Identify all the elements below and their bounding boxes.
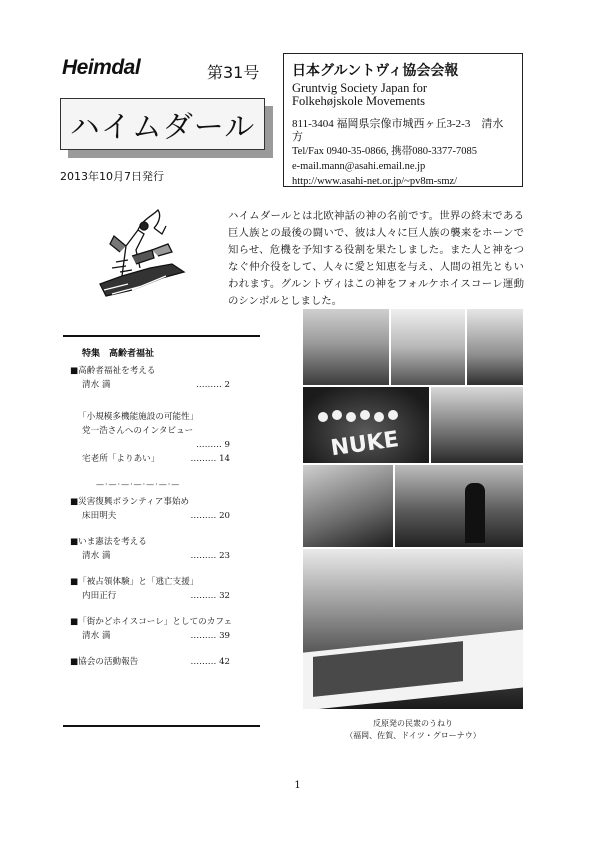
toc-author: 宅老所「よりあい」 — [82, 454, 160, 464]
toc-page: ……… 32 — [190, 591, 230, 601]
photo-caption — [302, 718, 524, 742]
toc-title: ■いま憲法を考える — [70, 537, 147, 547]
photo-caption-line2: （福岡、佐賀、ドイツ・グローナウ） — [345, 731, 481, 740]
toc-group — [70, 364, 260, 392]
heimdal-figure-icon — [92, 206, 190, 302]
toc-title: ■災害復興ボランティア事始め — [70, 497, 190, 507]
toc-group — [70, 495, 260, 523]
toc-page-number: 39 — [219, 631, 230, 641]
publisher-email[interactable]: e-mail.mann@asahi.email.ne.jp — [292, 161, 426, 172]
toc-title-row[interactable] — [70, 364, 260, 378]
photo-march-banner — [302, 548, 524, 710]
photo-speaker-crowd — [394, 464, 524, 548]
toc-title: 党一浩さんへのインタビュー — [82, 426, 194, 436]
toc-page: ……… 14 — [190, 454, 230, 464]
toc-title-row[interactable] — [82, 424, 260, 438]
publisher-box — [283, 53, 523, 187]
issue-number: 第31号 — [207, 63, 260, 82]
table-of-contents — [70, 346, 260, 669]
photo-candle-sign — [302, 386, 430, 464]
toc-author: 清水 満 — [82, 631, 111, 641]
toc-separator: —·—·—·—·—·—·— — [96, 480, 181, 489]
toc-author: 清水 満 — [82, 551, 111, 561]
masthead-logo-text: Heimdal — [62, 56, 141, 79]
speaker-figure — [465, 483, 485, 543]
issue-date: 2013年10月7日発行 — [60, 170, 164, 183]
toc-author: 清水 満 — [82, 380, 111, 390]
toc-page: ……… 9 — [196, 440, 230, 450]
publisher-name-en-1: Gruntvig Society Japan for — [292, 81, 428, 95]
toc-title: ■協会の活動報告 — [70, 657, 139, 667]
publisher-telfax: Tel/Fax 0940-35-0866, 携帯080-3377-7085 — [292, 146, 478, 157]
publisher-name-en-2: Folkehøjskole Movements — [292, 94, 425, 108]
toc-page: ……… 20 — [190, 511, 230, 521]
toc-page-number: 20 — [219, 511, 230, 521]
page-number: 1 — [294, 780, 301, 791]
toc-page: ……… 23 — [190, 551, 230, 561]
toc-bottom-rule — [63, 725, 260, 727]
toc-author-row[interactable] — [82, 378, 260, 392]
toc-page-number: 32 — [219, 591, 230, 601]
toc-page-number: 23 — [219, 551, 230, 561]
toc-title-row[interactable] — [70, 655, 260, 669]
toc-page: ……… 42 — [190, 657, 230, 667]
toc-page-number: 2 — [224, 380, 230, 390]
toc-page-row — [70, 438, 260, 452]
toc-author-row[interactable] — [82, 509, 260, 523]
photo-banner-crowd — [390, 308, 466, 386]
toc-author-row[interactable] — [82, 549, 260, 563]
protest-photo-collage — [302, 308, 524, 710]
toc-feature-heading: 特集 高齢者福祉 — [82, 349, 155, 359]
toc-page-number: 9 — [224, 440, 230, 450]
toc-author: 床田明夫 — [82, 511, 117, 521]
toc-page-number: 14 — [219, 454, 230, 464]
toc-group — [70, 655, 260, 669]
toc-author-row[interactable] — [82, 629, 260, 643]
title-box — [60, 98, 265, 150]
toc-title: 「小規模多機能施設の可能性」 — [78, 412, 199, 422]
page-title: ハイムダール — [69, 110, 256, 145]
toc-title-row[interactable] — [70, 615, 260, 629]
photo-caption-line1: 反原発の民衆のうねり — [373, 719, 453, 728]
toc-group — [70, 575, 260, 603]
toc-top-rule — [63, 335, 260, 337]
toc-title: ■「被占領体験」と「逃亡支援」 — [70, 577, 199, 587]
toc-group — [70, 535, 260, 563]
photo-street-protest — [466, 308, 524, 386]
publisher-address: 811-3404 福岡県宗像市城西ヶ丘3-2-3 清水方 — [292, 118, 504, 143]
photo-rally-signs — [302, 464, 394, 548]
toc-page: ……… 2 — [196, 380, 230, 390]
toc-title-row[interactable] — [70, 575, 260, 589]
toc-author: 内田正行 — [82, 591, 117, 601]
photo-trees-crowd — [430, 386, 524, 464]
intro-paragraph: ハイムダールとは北欧神話の神の名前です。世界の終末である巨人族との最後の闘いで、彼は人々に巨人族の襲来をホーンで知らせ、危機を予知する役割を果たしました。また人と神をつなぐ仲介役をして、人々に愛と知恵を与え、人間の祖先ともいわれます。グルントヴィはこの神をフォルケホイスコーレ運動のシンボルとしました。 — [228, 210, 524, 307]
nuke-sign-text: NUKE — [329, 427, 401, 462]
publisher-name-jp: 日本グルントヴィ協会会報 — [292, 63, 459, 79]
publisher-url[interactable]: http://www.asahi-net.or.jp/~pv8m-smz/ — [292, 176, 458, 187]
toc-group — [70, 410, 260, 466]
toc-title: ■「街かどホイスコーレ」としてのカフェ — [70, 617, 233, 627]
toc-page: ……… 39 — [190, 631, 230, 641]
toc-title-row[interactable] — [70, 535, 260, 549]
toc-group — [70, 615, 260, 643]
toc-title: ■高齢者福祉を考える — [70, 366, 156, 376]
toc-author-row[interactable] — [82, 589, 260, 603]
photo-march-crowd — [302, 308, 390, 386]
toc-title-row[interactable] — [78, 410, 260, 424]
toc-title-row[interactable] — [70, 495, 260, 509]
toc-author-row[interactable] — [82, 452, 260, 466]
nuke-sign-graphic — [303, 387, 430, 464]
toc-page-number: 42 — [219, 657, 230, 667]
